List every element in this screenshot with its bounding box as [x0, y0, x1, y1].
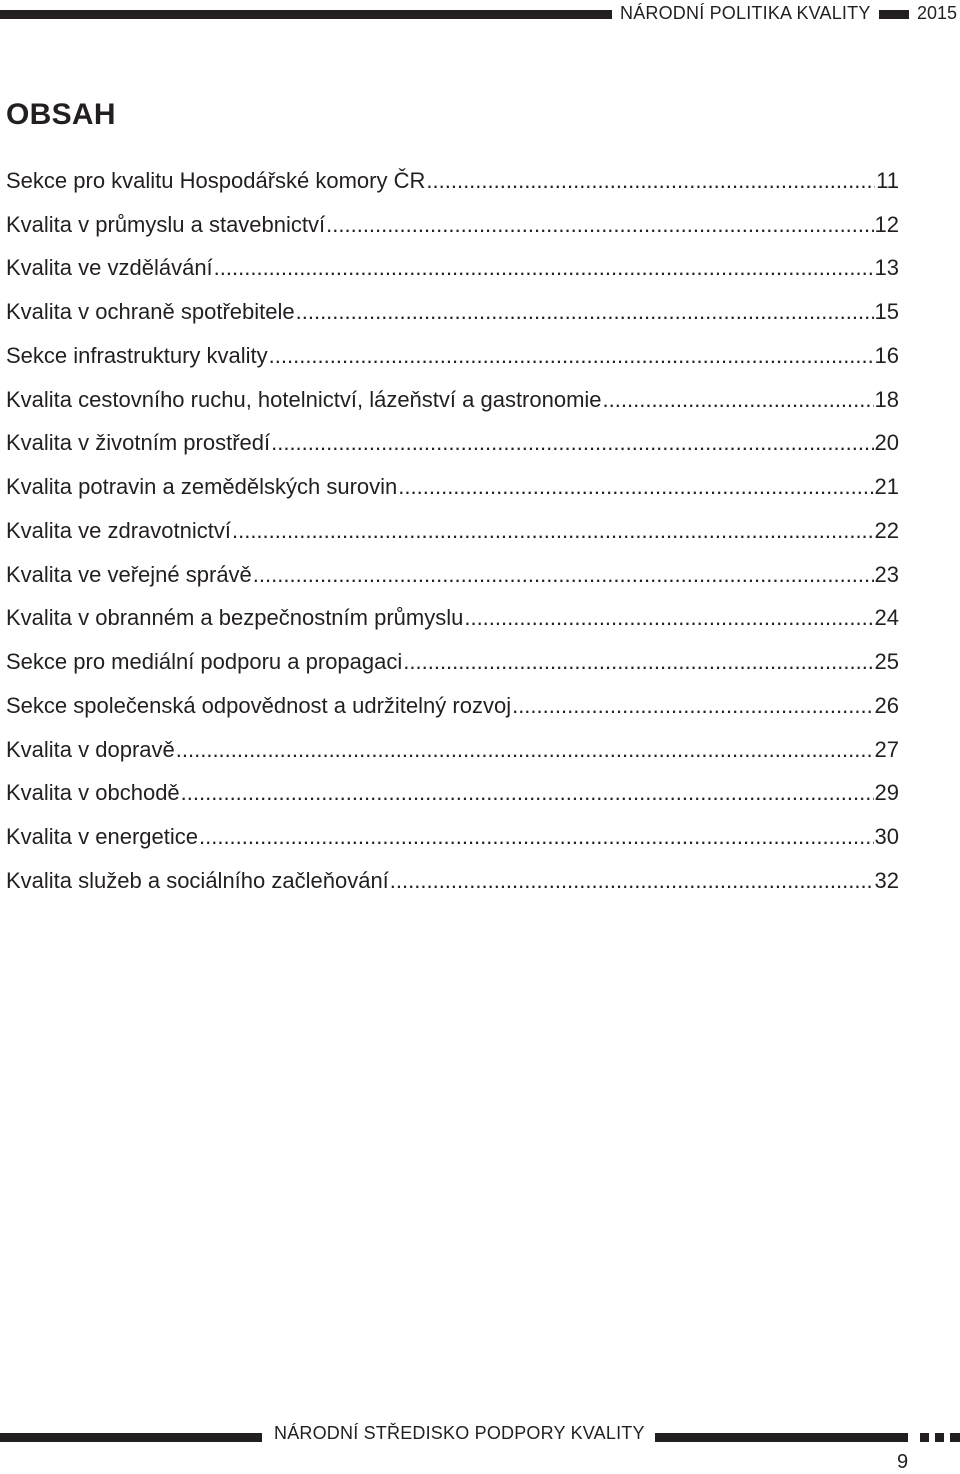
dot-leader	[271, 430, 873, 456]
header-rule-right	[879, 10, 909, 19]
toc-entry[interactable]	[6, 728, 899, 772]
toc-entry-page: 21	[874, 474, 899, 500]
toc-heading: OBSAH	[6, 98, 116, 131]
page-number: 9	[897, 1451, 909, 1473]
toc-entry-title: Kvalita v obranném a bezpečnostním průmyslu	[6, 605, 464, 631]
dot-leader	[512, 693, 873, 719]
dot-leader	[181, 780, 874, 806]
toc-list	[6, 159, 899, 903]
page-header	[0, 2, 960, 26]
toc-entry-page: 16	[874, 342, 899, 368]
toc-entry[interactable]	[6, 815, 899, 859]
toc-entry-page: 18	[874, 386, 899, 412]
toc-entry-page: 27	[874, 736, 899, 762]
toc-entry-page: 23	[874, 561, 899, 587]
header-rule-left	[0, 10, 612, 19]
page-footer	[0, 1422, 960, 1446]
toc-entry-page: 15	[874, 299, 899, 325]
toc-entry-title: Kvalita v dopravě	[6, 736, 175, 762]
toc-entry-title: Kvalita v ochraně spotřebitele	[6, 299, 295, 325]
toc-entry-page: 25	[874, 649, 899, 675]
dot-leader	[390, 868, 874, 894]
dot-leader	[603, 387, 874, 413]
toc-entry-title: Kvalita ve zdravotnictví	[6, 517, 231, 543]
toc-entry-page: 11	[876, 167, 899, 193]
footer-square-icon	[935, 1433, 944, 1442]
toc-entry-page: 20	[874, 430, 899, 456]
toc-entry[interactable]	[6, 159, 899, 203]
toc-entry[interactable]	[6, 422, 899, 466]
toc-entry[interactable]	[6, 684, 899, 728]
dot-leader	[232, 518, 874, 544]
dot-leader	[269, 343, 874, 369]
footer-rule-left	[0, 1433, 262, 1442]
dot-leader	[296, 299, 874, 325]
toc-entry-page: 22	[874, 517, 899, 543]
footer-title: NÁRODNÍ STŘEDISKO PODPORY KVALITY	[274, 1423, 645, 1443]
header-year: 2015	[917, 3, 958, 23]
toc-entry-title: Sekce společenská odpovědnost a udržitelný rozvoj	[6, 692, 512, 718]
header-title: NÁRODNÍ POLITIKA KVALITY	[620, 3, 871, 23]
toc-entry[interactable]	[6, 465, 899, 509]
dot-leader	[253, 562, 874, 588]
dot-leader	[176, 737, 874, 763]
toc-entry-title: Kvalita v průmyslu a stavebnictví	[6, 211, 326, 237]
toc-entry-page: 12	[874, 211, 899, 237]
footer-square-icon	[950, 1433, 960, 1442]
toc-entry[interactable]	[6, 203, 899, 247]
toc-entry-title: Kvalita cestovního ruchu, hotelnictví, lázeňství a gastronomie	[6, 386, 602, 412]
toc-entry[interactable]	[6, 509, 899, 553]
dot-leader	[398, 474, 873, 500]
toc-entry[interactable]	[6, 334, 899, 378]
toc-entry-title: Kvalita ve vzdělávání	[6, 255, 213, 281]
toc-entry-page: 13	[874, 255, 899, 281]
toc-entry-title: Kvalita ve veřejné správě	[6, 561, 252, 587]
toc-entry[interactable]	[6, 859, 899, 903]
toc-entry-title: Kvalita v obchodě	[6, 780, 180, 806]
dot-leader	[199, 824, 874, 850]
dot-leader	[214, 255, 874, 281]
toc-entry[interactable]	[6, 290, 899, 334]
toc-entry-title: Sekce infrastruktury kvality	[6, 342, 268, 368]
footer-rule-right	[655, 1433, 908, 1442]
toc-entry-page: 26	[874, 692, 899, 718]
toc-entry-title: Sekce pro kvalitu Hospodářské komory ČR	[6, 167, 426, 193]
toc-entry[interactable]	[6, 640, 899, 684]
toc-entry-page: 24	[874, 605, 899, 631]
dot-leader	[464, 605, 873, 631]
toc-entry[interactable]	[6, 378, 899, 422]
dot-leader	[403, 649, 873, 675]
toc-entry[interactable]	[6, 597, 899, 641]
toc-entry[interactable]	[6, 247, 899, 291]
toc-entry-page: 30	[874, 824, 899, 850]
toc-entry-title: Kvalita v životním prostředí	[6, 430, 271, 456]
toc-entry[interactable]	[6, 772, 899, 816]
dot-leader	[426, 168, 875, 194]
dot-leader	[326, 212, 873, 238]
toc-entry-title: Kvalita potravin a zemědělských surovin	[6, 474, 398, 500]
toc-entry-page: 29	[874, 780, 899, 806]
toc-entry-title: Kvalita v energetice	[6, 824, 198, 850]
footer-square-icon	[920, 1433, 929, 1442]
toc-entry-page: 32	[874, 867, 899, 893]
toc-entry-title: Sekce pro mediální podporu a propagaci	[6, 649, 403, 675]
toc-entry-title: Kvalita služeb a sociálního začleňování	[6, 867, 389, 893]
toc-entry[interactable]	[6, 553, 899, 597]
